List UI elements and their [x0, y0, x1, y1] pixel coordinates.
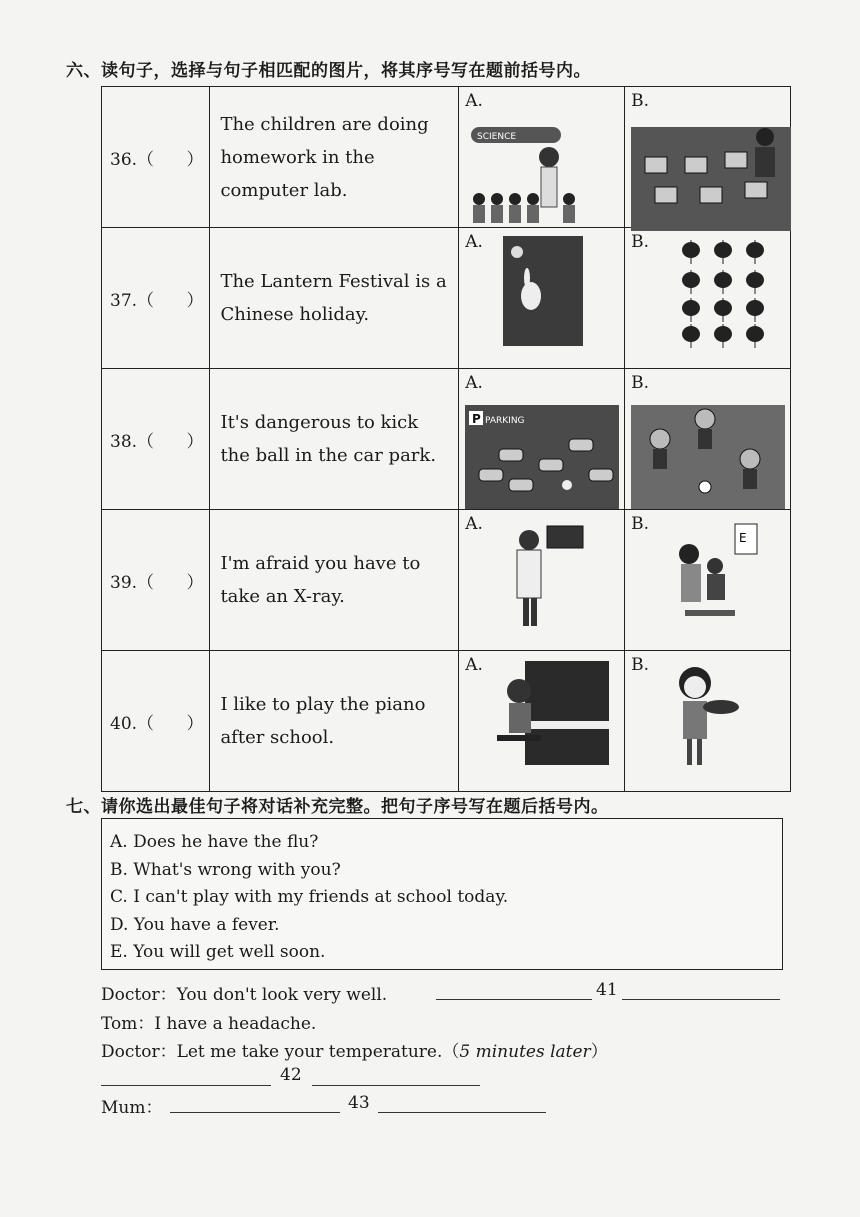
option-b-label: B. [631, 514, 649, 534]
option-a-label: A. [465, 232, 483, 252]
option-a-label: A. [465, 655, 483, 675]
question-row [102, 228, 791, 369]
option-b-label: B. [631, 373, 649, 393]
question-number-cell [102, 87, 210, 228]
answer-blank-42a[interactable] [101, 1085, 271, 1086]
car-park-picture [459, 369, 629, 514]
dialogue-line-doctor-1: Doctor：You don't look very well. [101, 985, 388, 1005]
question-number: 38.（ [110, 431, 155, 452]
blank-number-41: 41 [596, 980, 618, 1000]
option-a: A. Does he have the flu? [110, 832, 319, 852]
option-a-label: A. [465, 514, 483, 534]
answer-blank-41b[interactable] [622, 999, 780, 1000]
option-b-label: B. [631, 232, 649, 252]
section-7-heading: 七、请你选出最佳句子将对话补充完整。把句子序号写在题后括号内。 [66, 797, 609, 817]
question-number-cell [102, 228, 210, 369]
option-a-cell[interactable] [459, 369, 625, 510]
option-a-cell[interactable] [459, 228, 625, 369]
option-a-cell[interactable] [459, 87, 625, 228]
parking-sign-text: PARKING [485, 416, 525, 426]
question-number: 36.（ [110, 149, 155, 170]
option-b-cell[interactable] [625, 369, 791, 510]
question-sentence: The Lantern Festival is a Chinese holiday. [210, 228, 459, 369]
kids-football-picture [625, 369, 795, 514]
option-a-cell[interactable] [459, 651, 625, 792]
option-c: C. I can't play with my friends at school today. [110, 887, 509, 907]
option-a-cell[interactable] [459, 510, 625, 651]
answer-paren[interactable]: ） [186, 572, 204, 593]
question-row [102, 369, 791, 510]
dialogue-text: Doctor：Let me take your temperature.（ [101, 1042, 460, 1062]
option-a-label: A. [465, 91, 483, 111]
answer-blank-42b[interactable] [312, 1085, 480, 1086]
section-6-heading: 六、读句子，选择与句子相匹配的图片，将其序号写在题前括号内。 [66, 61, 591, 81]
question-sentence: I like to play the piano after school. [210, 651, 459, 792]
dialogue-line-mum: Mum： [101, 1098, 163, 1118]
option-b-cell[interactable] [625, 87, 791, 228]
close-paren: ） [590, 1042, 608, 1062]
moon-rabbit-picture [459, 228, 629, 373]
answer-paren[interactable]: ） [186, 290, 204, 311]
option-b-label: B. [631, 91, 649, 111]
question-row [102, 651, 791, 792]
answer-blank-43b[interactable] [378, 1112, 546, 1113]
option-b-cell[interactable] [625, 510, 791, 651]
violin-girl-picture [625, 651, 795, 796]
question-sentence: I'm afraid you have to take an X-ray. [210, 510, 459, 651]
question-number: 39.（ [110, 572, 155, 593]
dialogue-line-tom: Tom：I have a headache. [101, 1014, 317, 1034]
question-row [102, 87, 791, 228]
question-number-cell [102, 369, 210, 510]
matching-table [101, 86, 791, 792]
answer-blank-43a[interactable] [170, 1112, 340, 1113]
option-b-cell[interactable] [625, 651, 791, 792]
option-b: B. What's wrong with you? [110, 859, 341, 880]
blank-number-43: 43 [348, 1093, 370, 1113]
blank-number-42: 42 [280, 1065, 302, 1085]
doctor-xray-picture [459, 510, 629, 655]
science-class-picture [459, 87, 629, 232]
answer-paren[interactable]: ） [186, 149, 204, 170]
science-sign-text: SCIENCE [477, 132, 517, 142]
computer-lab-picture [625, 87, 795, 232]
options-box [101, 818, 783, 970]
option-a-label: A. [465, 373, 483, 393]
question-sentence: It's dangerous to kick the ball in the car park. [210, 369, 459, 510]
question-number: 40.（ [110, 713, 155, 734]
answer-paren[interactable]: ） [186, 431, 204, 452]
eye-chart-letter: E [739, 531, 747, 545]
question-number: 37.（ [110, 290, 155, 311]
question-number-cell [102, 510, 210, 651]
answer-blank-41a[interactable] [436, 999, 592, 1000]
lanterns-picture [625, 228, 795, 373]
option-b-label: B. [631, 655, 649, 675]
piano-girl-picture [459, 651, 629, 796]
eye-test-picture [625, 510, 795, 655]
answer-paren[interactable]: ） [186, 713, 204, 734]
option-d: D. You have a fever. [110, 914, 280, 935]
option-b-cell[interactable] [625, 228, 791, 369]
question-sentence: The children are doing homework in the computer lab. [210, 87, 459, 228]
parking-sign-p: P [472, 412, 482, 426]
question-number-cell [102, 651, 210, 792]
option-e: E. You will get well soon. [110, 942, 326, 962]
dialogue-line-doctor-2 [101, 1037, 608, 1062]
question-row [102, 510, 791, 651]
stage-direction: 5 minutes later [459, 1042, 591, 1062]
